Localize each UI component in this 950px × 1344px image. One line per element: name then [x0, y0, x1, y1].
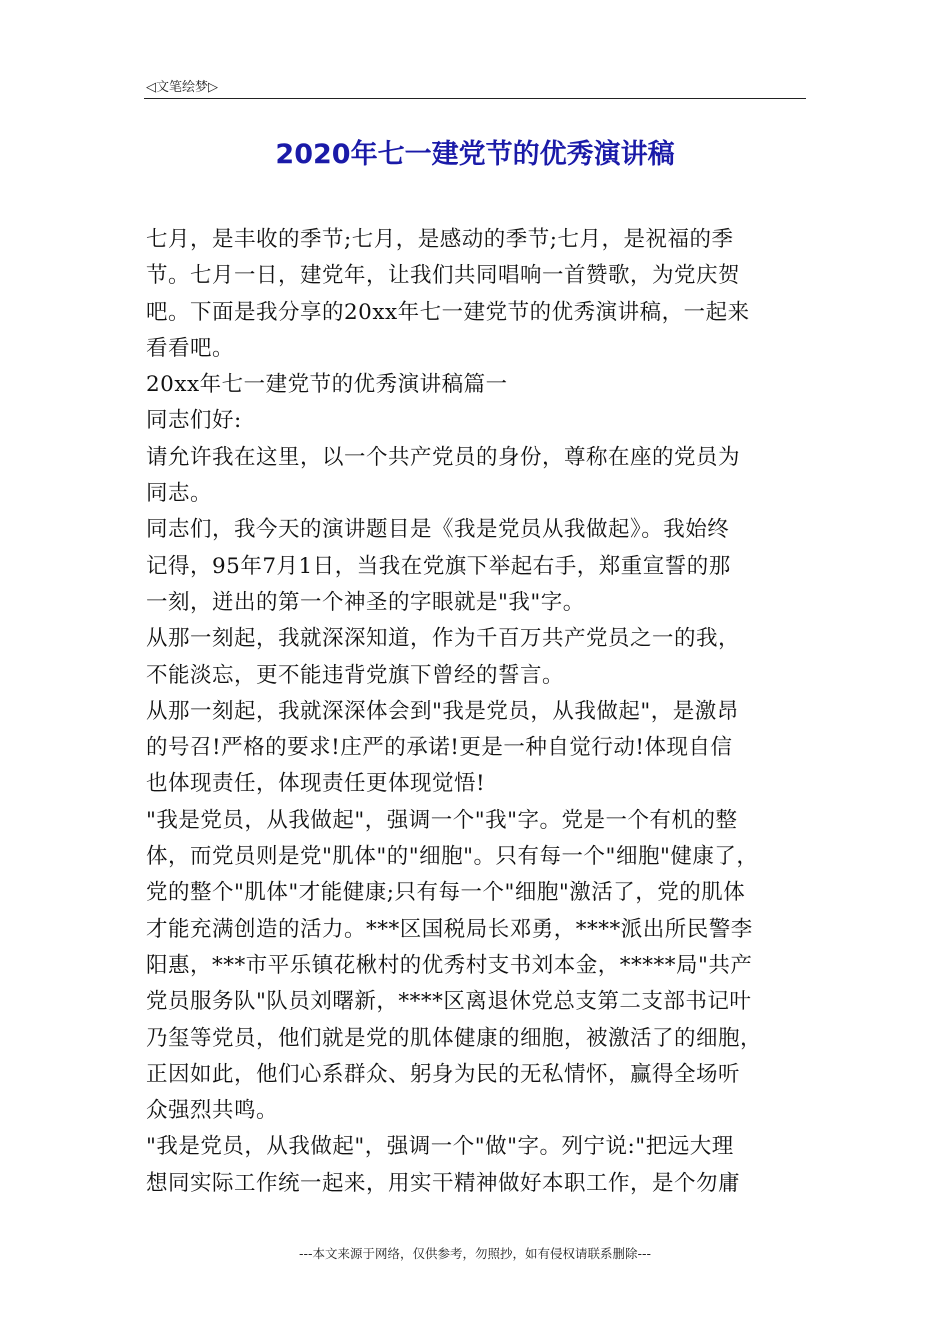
body-line: 也体现责任，体现责任更体现觉悟!: [146, 771, 486, 797]
page-header: [144, 72, 806, 99]
body-line: "我是党员，从我做起"，强调一个"做"字。列宁说:"把远大理: [146, 1134, 734, 1160]
page-footer: ---本文来源于网络，仅供参考，勿照抄，如有侵权请联系删除---: [298, 1246, 652, 1261]
body-line: 正因如此，他们心系群众、躬身为民的无私情怀，赢得全场听: [146, 1061, 741, 1087]
body-line: 记得，95年7月1日，当我在党旗下举起右手，郑重宣誓的那: [146, 553, 731, 579]
body-line: 看看吧。: [146, 335, 235, 361]
body-line: 同志。: [146, 481, 213, 507]
header-label: ◁文笔绘梦▷: [146, 80, 218, 95]
body-line: 七月，是丰收的季节;七月，是感动的季节;七月，是祝福的季: [146, 227, 734, 252]
body-line: 的号召!严格的要求!庄严的承诺!更是一种自觉行动!体现自信: [146, 735, 733, 761]
section-heading: 20xx年七一建党节的优秀演讲稿篇一: [146, 372, 508, 398]
body-line: 从那一刻起，我就深深体会到"我是党员，从我做起"，是激昂: [146, 698, 739, 724]
body-line: 节。七月一日，建党年，让我们共同唱响一首赞歌，为党庆贺: [146, 263, 741, 289]
document-body: [146, 222, 810, 1202]
body-line: 体，而党员则是党"肌体"的"细胞"。只有每一个"细胞"健康了，: [146, 844, 759, 870]
body-line: 吧。下面是我分享的20xx年七一建党节的优秀演讲稿，一起来: [146, 299, 750, 325]
body-line: 不能淡忘，更不能违背党旗下曾经的誓言。: [146, 662, 565, 688]
body-line: 一刻，迸出的第一个神圣的字眼就是"我"字。: [146, 589, 585, 615]
body-line: 阳惠，***市平乐镇花楸村的优秀村支书刘本金，*****局"共产: [146, 952, 753, 978]
body-line: 请允许我在这里，以一个共产党员的身份，尊称在座的党员为: [146, 444, 741, 470]
body-line: 同志们，我今天的演讲题目是《我是党员从我做起》。我始终: [146, 517, 730, 543]
body-line: 同志们好:: [146, 408, 242, 434]
body-line: 想同实际工作统一起来，用实干精神做好本职工作，是个勿庸: [146, 1170, 741, 1196]
body-line: "我是党员，从我做起"，强调一个"我"字。党是一个有机的整: [146, 807, 738, 833]
body-line: 从那一刻起，我就深深知道，作为千百万共产党员之一的我，: [146, 626, 741, 652]
body-line: 众强烈共鸣。: [146, 1098, 279, 1124]
body-line: 才能充满创造的活力。***区国税局长邓勇，****派出所民警李: [146, 916, 753, 942]
body-line: 党员服务队"队员刘曙新，****区离退休党总支第二支部书记叶: [146, 989, 752, 1015]
body-line: 党的整个"肌体"才能健康;只有每一个"细胞"激活了，党的肌体: [146, 880, 746, 906]
document-title: 2020年七一建党节的优秀演讲稿: [275, 139, 675, 170]
body-line: 乃玺等党员，他们就是党的肌体健康的细胞，被激活了的细胞，: [146, 1025, 763, 1051]
